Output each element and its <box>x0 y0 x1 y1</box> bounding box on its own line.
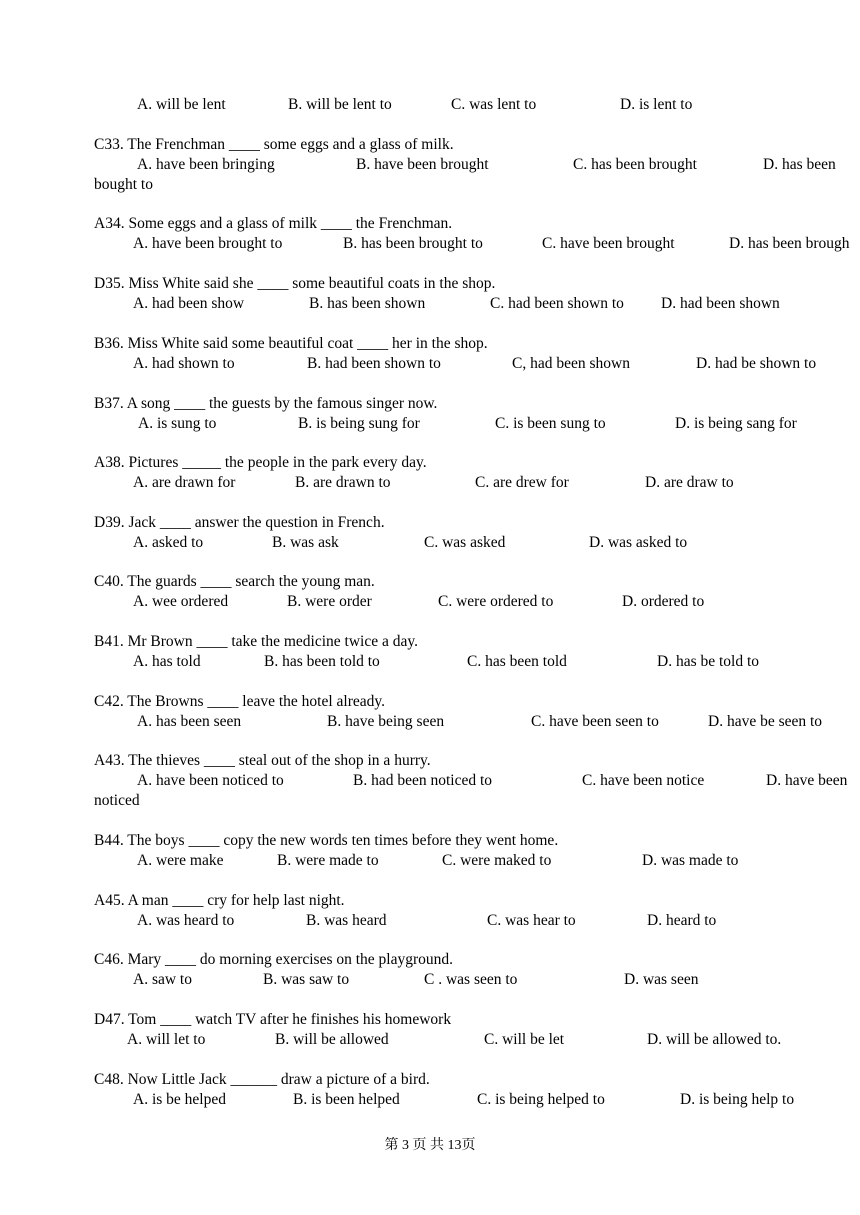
answer-option: B. have being seen <box>327 713 445 730</box>
answer-option: D. has be told to <box>657 653 760 670</box>
answer-option: D. will be allowed to. <box>647 1031 782 1048</box>
answer-option: A. were make <box>137 852 224 869</box>
answer-option: D. has been brough <box>729 235 850 252</box>
page-footer: 第 3 页 共 13页 <box>384 1138 476 1153</box>
answer-option: A. have been brought to <box>133 235 283 252</box>
answer-option: A. are drawn for <box>133 474 236 491</box>
answer-option: C. had been shown to <box>490 295 624 312</box>
answer-option: A. has been seen <box>137 713 242 730</box>
question-stem: D39. Jack ____ answer the question in French. <box>94 514 385 531</box>
answer-option: D. was made to <box>642 852 739 869</box>
question-stem: C42. The Browns ____ leave the hotel already. <box>94 693 385 710</box>
question-stem: C46. Mary ____ do morning exercises on the playground. <box>94 951 454 968</box>
answer-option: B. was ask <box>272 534 339 551</box>
answer-option: D. had been shown <box>661 295 780 312</box>
question-stem: B36. Miss White said some beautiful coat ____ her in the shop. <box>94 335 488 352</box>
answer-option: B. was heard <box>306 912 387 929</box>
answer-option: C, had been shown <box>512 355 630 372</box>
answer-option: B. had been shown to <box>307 355 441 372</box>
answer-option: C. was hear to <box>487 912 576 929</box>
answer-option: B. had been noticed to <box>353 772 493 789</box>
answer-option: C. has been told <box>467 653 567 670</box>
question-stem: D35. Miss White said she ____ some beautiful coats in the shop. <box>94 275 496 292</box>
answer-option: B. were order <box>287 593 372 610</box>
answer-option: D. was seen <box>624 971 699 988</box>
answer-option: B. was saw to <box>263 971 350 988</box>
answer-option: C. are drew for <box>475 474 569 491</box>
answer-option: A. had shown to <box>133 355 235 372</box>
question-stem: B41. Mr Brown ____ take the medicine twice a day. <box>94 633 418 650</box>
answer-option: D. is lent to <box>620 96 693 113</box>
option-wrap-text: noticed <box>94 792 140 809</box>
answer-option: C. will be let <box>484 1031 565 1048</box>
answer-option: B. has been told to <box>264 653 380 670</box>
answer-option: C. was lent to <box>451 96 537 113</box>
answer-option: A. has told <box>133 653 201 670</box>
answer-option: B. were made to <box>277 852 379 869</box>
question-stem: A38. Pictures _____ the people in the park every day. <box>94 454 427 471</box>
answer-option: C. was asked <box>424 534 506 551</box>
answer-option: B. will be lent to <box>288 96 392 113</box>
answer-option: D. is being sang for <box>675 415 797 432</box>
answer-option: D. had be shown to <box>696 355 817 372</box>
question-stem: C33. The Frenchman ____ some eggs and a glass of milk. <box>94 136 454 153</box>
answer-option: C. have been seen to <box>531 713 659 730</box>
answer-option: B. is been helped <box>293 1091 400 1108</box>
answer-option: D. ordered to <box>622 593 705 610</box>
answer-option: A. had been show <box>133 295 245 312</box>
answer-option: B. have been brought <box>356 156 489 173</box>
option-wrap-text: bought to <box>94 176 153 193</box>
answer-option: C . was seen to <box>424 971 518 988</box>
answer-option: D. was asked to <box>589 534 688 551</box>
answer-option: D. are draw to <box>645 474 734 491</box>
answer-option: A. is sung to <box>138 415 217 432</box>
answer-option: A. wee ordered <box>133 593 229 610</box>
answer-option: B. will be allowed <box>275 1031 389 1048</box>
answer-option: C. were ordered to <box>438 593 554 610</box>
question-stem: C48. Now Little Jack ______ draw a picture of a bird. <box>94 1071 430 1088</box>
answer-option: D. heard to <box>647 912 717 929</box>
question-stem: A43. The thieves ____ steal out of the shop in a hurry. <box>94 752 431 769</box>
answer-option: C. have been notice <box>582 772 705 789</box>
question-stem: D47. Tom ____ watch TV after he finishes his homework <box>94 1011 452 1028</box>
question-stem: A34. Some eggs and a glass of milk ____ the Frenchman. <box>94 215 453 232</box>
question-stem: B44. The boys ____ copy the new words ten times before they went home. <box>94 832 559 849</box>
answer-option: B. has been brought to <box>343 235 483 252</box>
answer-option: C. have been brought <box>542 235 675 252</box>
answer-option: B. are drawn to <box>295 474 391 491</box>
answer-option: A. asked to <box>133 534 204 551</box>
answer-option: D. has been <box>763 156 836 173</box>
question-stem: A45. A man ____ cry for help last night. <box>94 892 345 909</box>
answer-option: A. have been bringing <box>137 156 275 173</box>
answer-option: B. is being sung for <box>298 415 420 432</box>
answer-option: A. was heard to <box>137 912 235 929</box>
answer-option: C. were maked to <box>442 852 552 869</box>
answer-option: A. saw to <box>133 971 192 988</box>
answer-option: D. have been <box>766 772 848 789</box>
answer-option: A. will let to <box>127 1031 206 1048</box>
question-stem: C40. The guards ____ search the young man. <box>94 573 375 590</box>
answer-option: B. has been shown <box>309 295 426 312</box>
answer-option: C. is been sung to <box>495 415 606 432</box>
answer-option: C. has been brought <box>573 156 697 173</box>
answer-option: D. is being help to <box>680 1091 795 1108</box>
answer-option: C. is being helped to <box>477 1091 605 1108</box>
question-stem: B37. A song ____ the guests by the famous singer now. <box>94 395 438 412</box>
answer-option: A. will be lent <box>137 96 226 113</box>
answer-option: A. have been noticed to <box>137 772 284 789</box>
answer-option: D. have be seen to <box>708 713 823 730</box>
answer-option: A. is be helped <box>133 1091 226 1108</box>
